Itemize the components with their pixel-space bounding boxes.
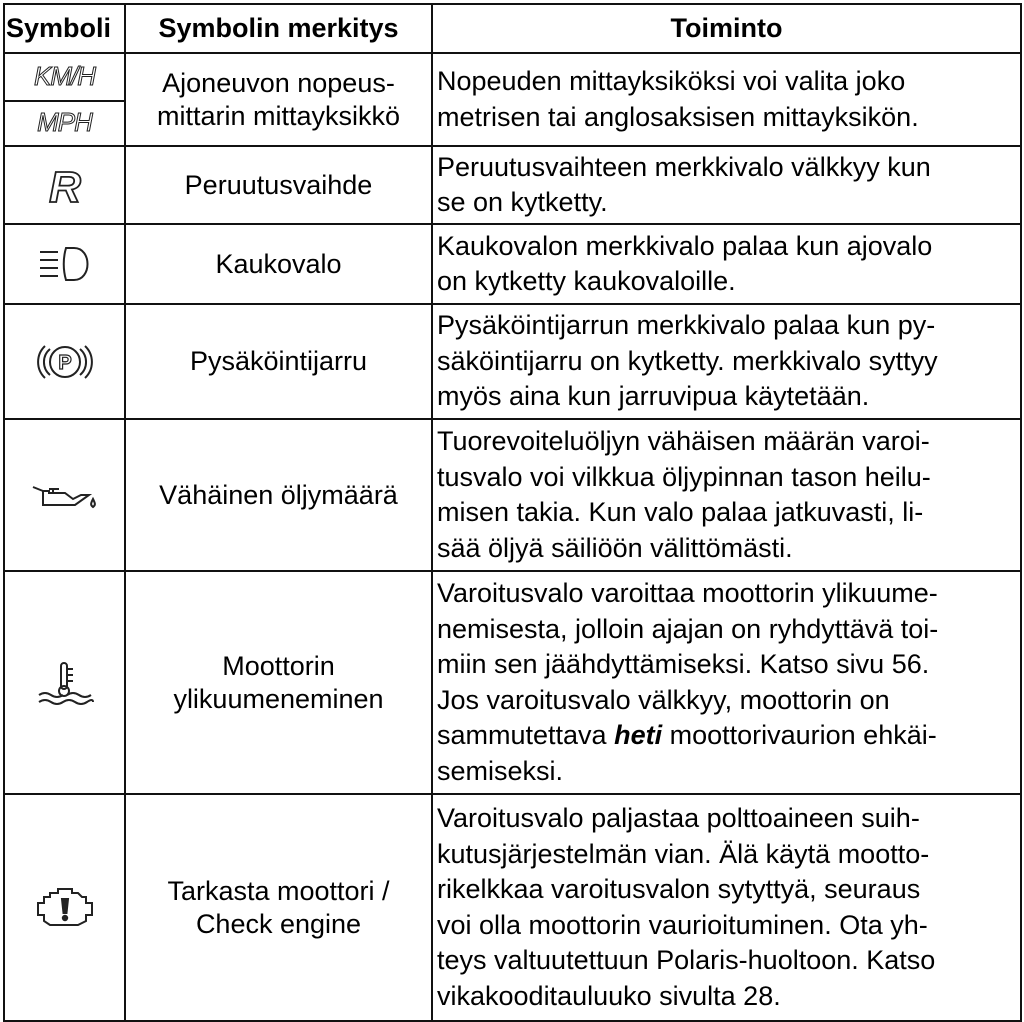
check-engine-icon [4, 794, 125, 1021]
function-line: semiseksi. [437, 755, 564, 786]
function-line: on kytketty kaukovaloille. [437, 266, 736, 296]
function-line: tusvalo voi vilkkua öljypinnan tason heilu- [437, 461, 931, 492]
meaning-line: Check engine [195, 908, 362, 939]
meaning-line: Kaukovalo [215, 248, 342, 279]
symbol-function [432, 224, 1021, 304]
coolant-temperature-icon [4, 571, 125, 794]
table-row [4, 224, 1021, 304]
indicator-symbol-table [3, 3, 1020, 1016]
function-line: sää öljyä säiliöön välittömästi. [437, 532, 793, 563]
symbol-function [432, 146, 1021, 224]
function-line: se on kytketty. [437, 187, 608, 217]
function-line: Nopeuden mittayksiköksi voi valita joko [437, 66, 906, 96]
meaning-line: Moottorin [222, 650, 335, 681]
function-line: myös aina kun jarruvipua käytetään. [437, 381, 870, 412]
oil-can-icon [4, 419, 125, 571]
reverse-gear-icon [4, 146, 125, 224]
table-row [4, 146, 1021, 224]
symbol-meaning [125, 53, 432, 146]
symbol-meaning [125, 224, 432, 304]
km-h-mph-unit-icon [4, 53, 125, 146]
meaning-line: Vähäinen öljymäärä [159, 479, 398, 510]
function-line-post: moottorivaurion ehkäi- [662, 720, 937, 750]
function-line: Varoitusvalo paljastaa polttoaineen suih- [437, 803, 920, 833]
function-line: teys valtuutettuun Polaris-huoltoon. Katso [437, 945, 936, 975]
function-line: vikakooditauluuko sivulta 28. [437, 980, 781, 1011]
symbol-meaning [125, 304, 432, 419]
meaning-line: mittarin mittayksikkö [156, 100, 401, 131]
table-row [4, 794, 1021, 1021]
symbol-function [432, 794, 1021, 1021]
symbol-function [432, 304, 1021, 419]
emphasis-word: heti [614, 720, 663, 750]
parking-brake-icon [4, 304, 125, 419]
symbol-meaning [125, 571, 432, 794]
reverse-gear-letter: R [48, 163, 81, 208]
header-meaning: Symbolin merkitys [125, 4, 432, 53]
table-row [4, 304, 1021, 419]
symbol-meaning [125, 794, 432, 1021]
header-function: Toiminto [432, 4, 1021, 53]
meaning-line: Tarkasta moottori / [167, 875, 390, 906]
table-row [4, 571, 1021, 794]
function-line: Pysäköintijarrun merkkivalo palaa kun py- [437, 310, 936, 341]
meaning-line: Ajoneuvon nopeus- [162, 67, 395, 98]
function-line: Kaukovalon merkkivalo palaa kun ajovalo [437, 230, 933, 261]
function-line: Jos varoitusvalo välkkyy, moottorin on [437, 684, 890, 715]
header-symbol: Symboli [4, 4, 125, 53]
function-line: Peruutusvaihteen merkkivalo välkkyy kun [437, 151, 931, 182]
function-line: miin sen jäähdyttämiseksi. Katso sivu 56. [437, 649, 930, 679]
km-h-icon-label: KM/H [34, 61, 95, 92]
meaning-line: Peruutusvaihde [184, 169, 373, 200]
symbol-meaning [125, 419, 432, 571]
function-line-pre: sammutettava [437, 720, 615, 750]
symbol-function [432, 571, 1021, 794]
function-line: nemisesta, jolloin ajajan on ryhdyttävä toi- [437, 613, 939, 644]
function-line: Varoitusvalo varoittaa moottorin ylikuume- [437, 578, 938, 608]
symbol-function [432, 53, 1021, 146]
symbol-function [432, 419, 1021, 571]
function-line: voi olla moottorin vaurioituminen. Ota yh- [437, 909, 928, 940]
mph-icon-label: MPH [37, 106, 92, 137]
function-line: kutusjärjestelmän vian. Älä käytä mootto- [437, 838, 930, 869]
function-line: Tuorevoiteluöljyn vähäisen määrän varoi- [437, 426, 930, 456]
function-line: säköintijarru on kytketty. merkkivalo syttyy [437, 345, 938, 376]
table-row [4, 419, 1021, 571]
high-beam-icon [4, 224, 125, 304]
function-line: metrisen tai anglosaksisen mittayksikön. [437, 101, 919, 132]
function-line: rikelkkaa varoitusvalon sytyttyä, seuraus [437, 874, 921, 904]
parking-brake-letter: P [57, 351, 72, 374]
function-line [437, 718, 1018, 754]
table-header-row [4, 4, 1021, 53]
symbol-meaning [125, 146, 432, 224]
function-line: misen takia. Kun valo palaa jatkuvasti, li- [437, 497, 924, 527]
meaning-line: Pysäköintijarru [189, 346, 368, 376]
meaning-line: ylikuumeneminen [173, 683, 384, 714]
table-row [4, 53, 1021, 146]
